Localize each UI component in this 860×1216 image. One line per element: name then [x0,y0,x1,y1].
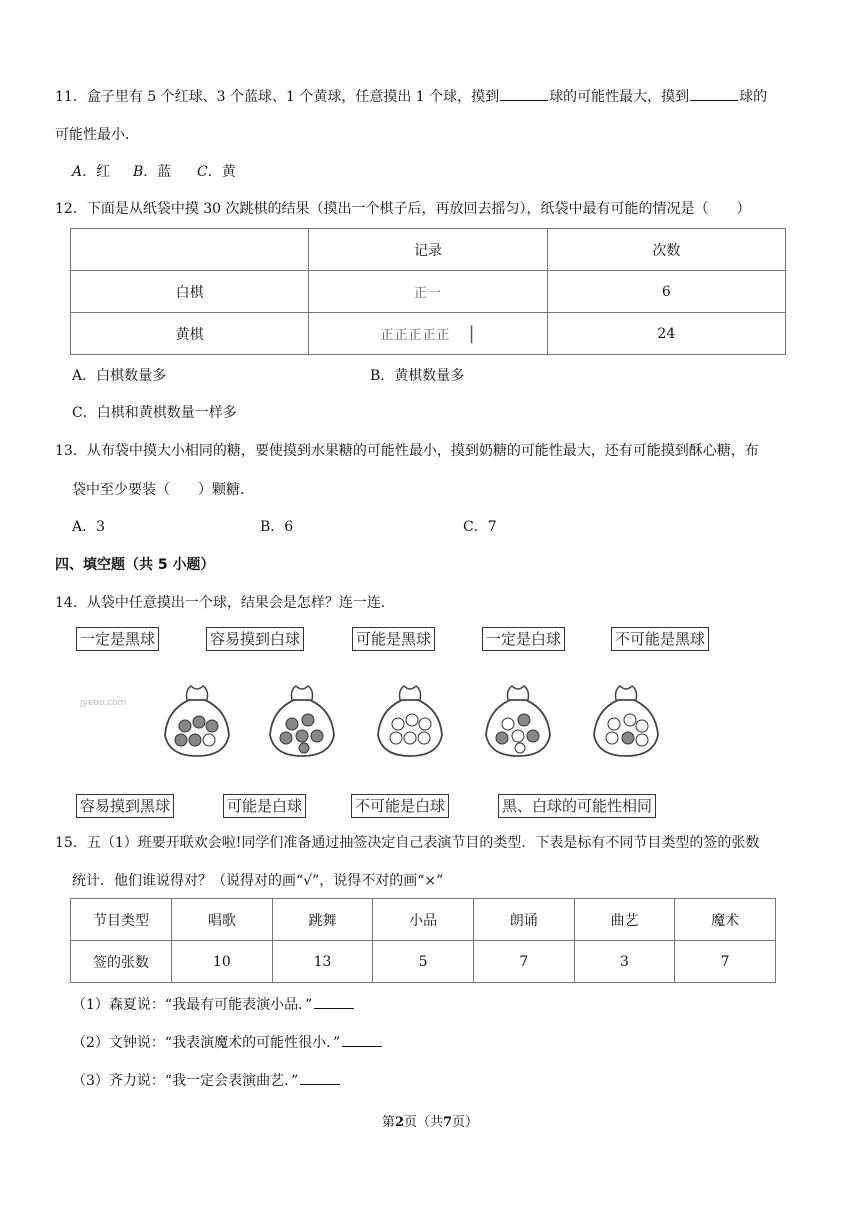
bag-2[interactable] [262,680,342,760]
q11-text-b: 球的可能性最大，摸到 [549,89,690,105]
q11-option-c[interactable]: C．黄 [197,164,236,180]
watermark: jyeoo.com [80,698,127,708]
section-title: 四、填空题（共 5 小题） [55,557,215,573]
page-footer: 第2页（共7页） [381,1115,479,1130]
answer-blank[interactable] [314,994,354,1009]
q15-table [70,898,776,983]
table-cell: 3 [574,941,675,983]
table-cell: 7 [473,941,574,983]
q15-statement-3: （3）齐力说：“我一定会表演曲艺．” [72,1070,340,1091]
q11-option-b[interactable]: B．蓝 [133,164,172,180]
table-header: 曲艺 [574,899,675,941]
tally-record: 正正正正正 [380,328,451,343]
answer-blank[interactable] [342,1032,382,1047]
table-row [71,313,786,355]
q13-option-a[interactable]: A．3 [72,519,106,535]
tally-extra: | [468,323,476,344]
answer-blank[interactable] [300,1070,340,1085]
q13-line2: 袋中至少要装（ ）颗糖． [72,482,254,498]
q11-text-a: 11．盒子里有 5 个红球、3 个蓝球、1 个黄球，任意摸出 1 个球，摸到 [55,89,500,105]
table-cell: 10 [172,941,273,983]
bottom-tag-4[interactable]: 黑、白球的可能性相同 [498,794,656,818]
tally-cell [309,313,547,355]
table-cell: 24 [547,313,785,355]
table-row [71,229,786,271]
q13-option-c[interactable]: C．7 [463,519,497,535]
table-header: 小品 [373,899,474,941]
q15-line2: 统计．他们谁说得对？（说得对的画“√”，说得不对的画“×” [72,873,444,889]
table-header: 次数 [547,229,785,271]
q13-line1: 13．从布袋中摸大小相同的糖，要使摸到水果糖的可能性最小，摸到奶糖的可能性最大，还有可能摸到酥心糖，布 [55,443,759,459]
top-tag-1[interactable]: 一定是黑球 [76,627,159,651]
table-header: 唱歌 [172,899,273,941]
table-header: 记录 [309,229,547,271]
bag-1[interactable] [157,680,237,760]
top-tag-4[interactable]: 一定是白球 [482,627,565,651]
q11-text-c: 球的 [739,89,768,105]
table-cell: 签的张数 [71,941,172,983]
bottom-tag-3[interactable]: 不可能是白球 [351,794,449,818]
q13-option-b[interactable]: B．6 [260,519,294,535]
q12-option-c[interactable]: C．白棋和黄棋数量一样多 [72,405,237,421]
table-cell: 13 [272,941,373,983]
table-header: 魔术 [675,899,776,941]
table-row [71,941,776,983]
table-cell: 白棋 [71,271,309,313]
tally-cell [309,271,547,313]
table-cell: 7 [675,941,776,983]
q11-blank-2[interactable] [690,86,738,101]
table-cell: 5 [373,941,474,983]
bag-4[interactable] [478,680,558,760]
table-header: 节目类型 [71,899,172,941]
table-row [71,271,786,313]
tally-record: 正一 [413,286,442,301]
table-row [71,899,776,941]
q14-stem: 14．从袋中任意摸出一个球，结果会是怎样？连一连． [55,595,395,611]
q12-stem: 12．下面是从纸袋中摸 30 次跳棋的结果（摸出一个棋子后，再放回去摇匀），纸袋中最有可能的情况是（ ） [55,201,751,217]
bottom-tag-1[interactable]: 容易摸到黑球 [76,794,174,818]
q15-line1: 15．五（1）班要开联欢会啦!同学们准备通过抽签决定自己表演节目的类型．下表是标有不同节目类型的签的张数 [55,835,760,851]
q11-option-a[interactable]: A．红 [72,164,111,180]
q12-option-a[interactable]: A．白棋数量多 [72,368,167,384]
table-header: 朗诵 [473,899,574,941]
top-tag-5[interactable]: 不可能是黑球 [611,627,709,651]
q11-line1 [55,86,767,107]
table-header: 跳舞 [272,899,373,941]
q12-option-b[interactable]: B．黄棋数量多 [370,368,465,384]
top-tag-3[interactable]: 可能是黑球 [352,627,435,651]
q12-table [70,228,786,355]
top-tag-2[interactable]: 容易摸到白球 [206,627,304,651]
q11-line2: 可能性最小． [55,127,139,143]
bottom-tag-2[interactable]: 可能是白球 [223,794,306,818]
table-cell: 6 [547,271,785,313]
q11-blank-1[interactable] [500,86,548,101]
page-total: 7 [443,1115,453,1130]
q15-statement-1: （1）森夏说：“我最有可能表演小品．” [72,994,354,1015]
q15-statement-2: （2）文钟说：“我表演魔术的可能性很小．” [72,1032,382,1053]
bag-3[interactable] [370,680,450,760]
table-cell: 黄棋 [71,313,309,355]
bag-5[interactable] [586,680,666,760]
table-cell [71,229,309,271]
page-number: 2 [394,1115,404,1130]
